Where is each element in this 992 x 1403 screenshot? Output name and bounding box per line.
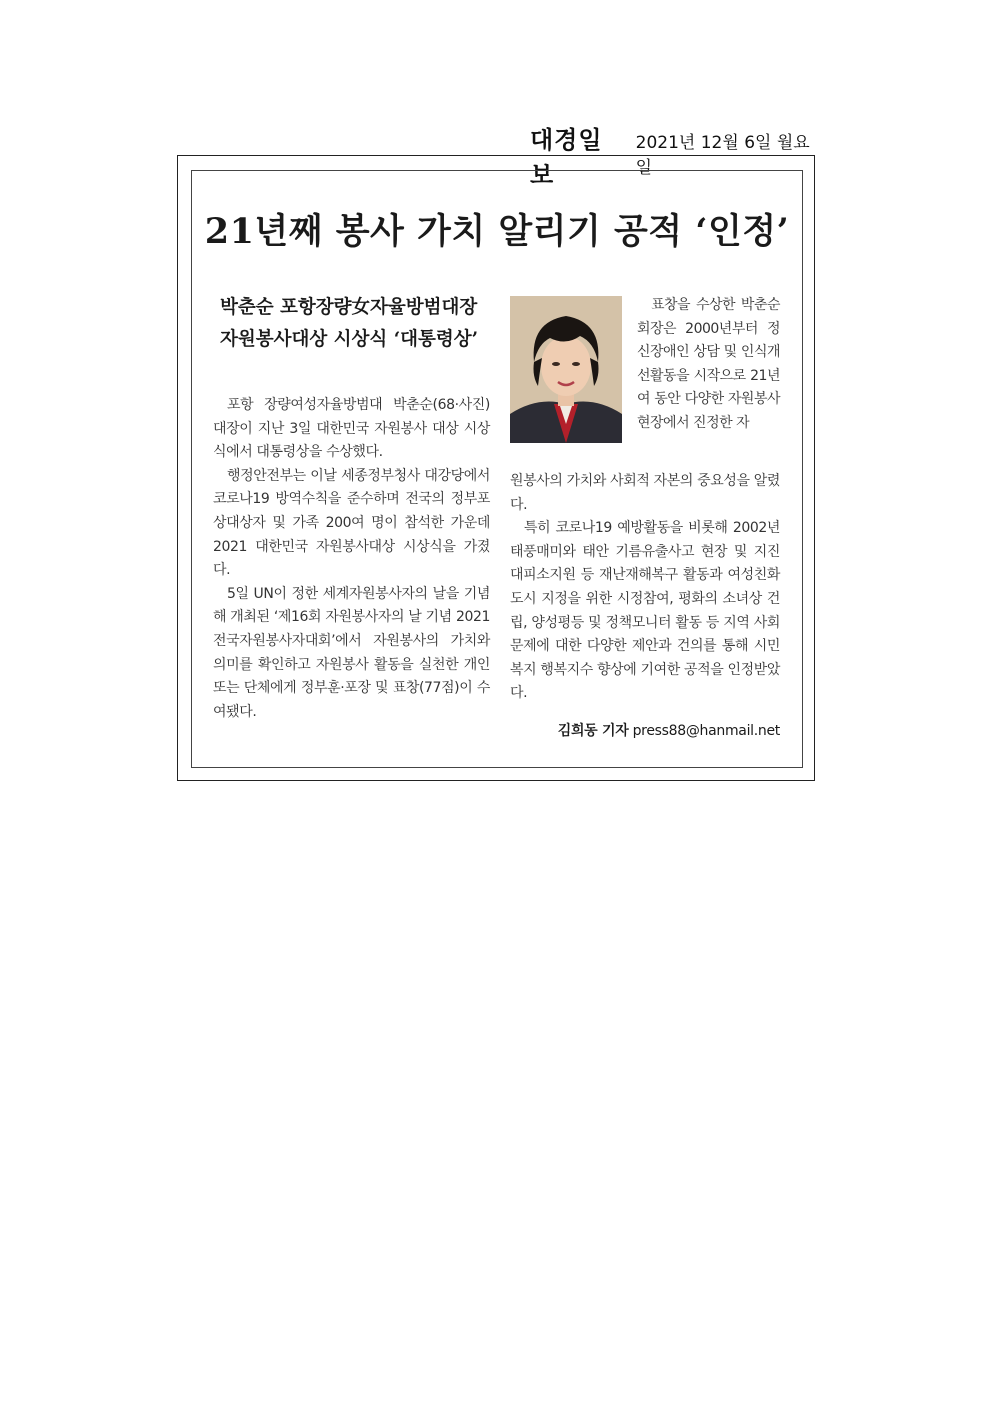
article-byline	[510, 720, 780, 740]
paragraph-5: 특히 코로나19 예방활동을 비롯해 2002년 태풍매미와 태안 기름유출사고 현장 및 지진 대피소지원 등 재난재해복구 활동과 여성친화도시 지정을 위한 시정참여, 평화의 소녀상 건립, 양성평등 및 정책모니터 활동 등 지역 사회문제에 대한 다양한 제안과 건의를 통해 시민복지 행복지수 향상에 기여한 공적을 인정받았다.	[510, 520, 780, 702]
reporter-email: press88@hanmail.net	[632, 723, 780, 739]
subheadline-line-1: 박춘순 포항장량女자율방범대장	[220, 297, 478, 318]
article-right-column	[510, 470, 780, 706]
article-subheadline	[220, 292, 500, 356]
article-headline: 21년째 봉사 가치 알리기 공적 ‘인정’	[204, 211, 790, 252]
subheadline-line-2: 자원봉사대상 시상식 ‘대통령상’	[220, 329, 479, 350]
paragraph-4-end: 원봉사의 가치와 사회적 자본의 중요성을 알렸다.	[510, 473, 780, 513]
publication-date: 2021년 12월 6일 월요일	[635, 133, 810, 178]
paragraph-1: 포항 장량여성자율방범대 박춘순(68·사진) 대장이 지난 3일 대한민국 자원봉사 대상 시상식에서 대통령상을 수상했다.	[213, 397, 490, 461]
paragraph-2: 행정안전부는 이날 세종정부청사 대강당에서 코로나19 방역수칙을 준수하며 전국의 정부포상대상자 및 가족 200여 명이 참석한 가운데 2021 대한민국 자원봉사대상 시상식을 가졌다.	[213, 467, 490, 579]
reporter-name: 김희동 기자	[557, 723, 629, 739]
newspaper-name: 대경일보	[530, 126, 603, 189]
article-right-column-top	[637, 294, 780, 436]
masthead	[530, 120, 820, 189]
paragraph-3: 5일 UN이 정한 세계자원봉사자의 날을 기념해 개최된 ‘제16회 자원봉사자의 날 기념 2021 전국자원봉사자대회’에서 자원봉사의 가치와 의미를 확인하고 자원봉사 활동을 실천한 개인 또는 단체에게 정부훈·포장 및 표창(77점)이 수여됐다.	[213, 585, 490, 720]
portrait-photo	[510, 296, 622, 443]
article-left-column	[213, 394, 490, 724]
paragraph-4-start: 표창을 수상한 박춘순 회장은 2000년부터 정신장애인 상담 및 인식개선활동을 시작으로 21년여 동안 다양한 자원봉사 현장에서 진정한 자	[637, 297, 780, 431]
